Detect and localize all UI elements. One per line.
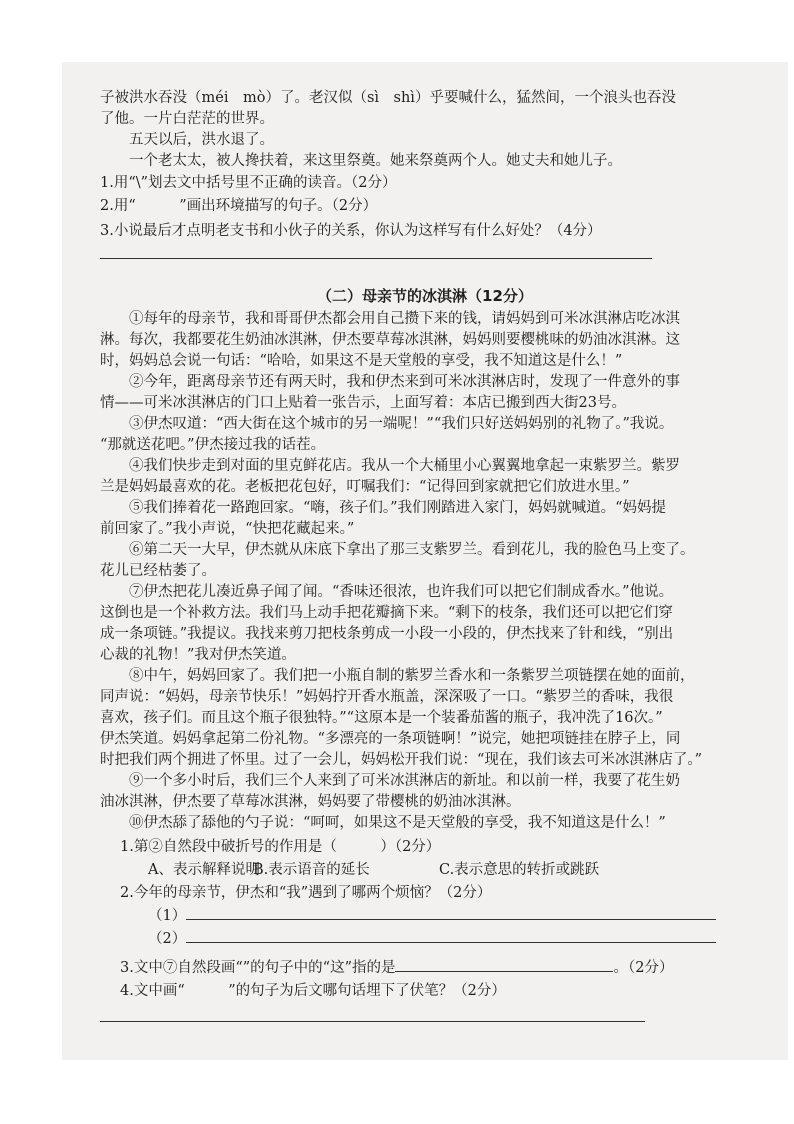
- option-a[interactable]: A、表示解释说明: [148, 862, 260, 878]
- passage-line: 淋。每次，我都要花生奶油冰淇淋，伊杰要草莓冰淇淋，妈妈则要樱桃味的奶油冰淇淋。这: [100, 332, 680, 348]
- passage-line: 这倒也是一个补救方法。我们马上动手把花瓣摘下来。“剩下的枝条，我们还可以把它们穿: [100, 605, 673, 621]
- passage-one: [100, 88, 750, 259]
- passage-line: 伊杰笑道。妈妈拿起第二份礼物。“多漂亮的一条项链啊！”说完，她把项链挂在脖子上，同: [100, 731, 681, 747]
- p2-question-1: 1.第②自然段中破折号的作用是（ ）（2分）: [120, 839, 441, 855]
- passage-line: 同声说：“妈妈，母亲节快乐！”妈妈拧开香水瓶盖，深深吸了一口。“紫罗兰的香味，我很: [100, 689, 674, 705]
- passage-line: “那就送花吧。”伊杰接过我的话茬。: [100, 437, 326, 453]
- blank-label: （2）: [148, 931, 187, 947]
- passage-line: 时，妈妈总会说一句话：“哈哈，如果这不是天堂般的享受，我不知道这是什么！”: [100, 353, 623, 369]
- p2-question-4: 4.文中画“ ”的句子为后文哪句话埋下了伏笔？（2分）: [120, 983, 506, 999]
- passage-line: 前回家了。”我小声说，“快把花藏起来。”: [100, 521, 355, 537]
- answer-blank[interactable]: [395, 971, 613, 972]
- answer-blank[interactable]: [186, 942, 716, 943]
- passage-line: ③伊杰叹道：“西大街在这个城市的另一端呢！”“我们只好送妈妈别的礼物了。”我说。: [129, 416, 674, 432]
- passage-line: ④我们快步走到对面的里克鲜花店。我从一个大桶里小心翼翼地拿起一束紫罗兰。紫罗: [129, 458, 680, 474]
- passage-line: 五天以后，洪水退了。: [129, 132, 274, 148]
- passage-line: ⑨一个多小时后，我们三个人来到了可米冰淇淋店的新址。和以前一样，我要了花生奶: [129, 773, 680, 789]
- passage-line: ⑥第二天一大早，伊杰就从床底下拿出了那三支紫罗兰。看到花儿，我的脸色马上变了。: [129, 542, 695, 558]
- answer-line[interactable]: [100, 1021, 645, 1022]
- q2-answer-2: [100, 928, 750, 951]
- p2-question-3: 3.文中⑦自然段画“”的句子中的“这”指的是 。（2分）: [120, 960, 674, 976]
- question-2: 2.用“ ”画出环境描写的句子。（2分）: [100, 198, 378, 214]
- passage-line: ⑤我们捧着花一路跑回家。“嗨，孩子们。”我们刚踏进入家门，妈妈就喊道。“妈妈提: [129, 500, 666, 516]
- passage-line: 花儿已经枯萎了。: [100, 563, 216, 579]
- passage-line: 了他。一片白茫茫的世界。: [100, 111, 274, 127]
- passage-line: ⑧中午，妈妈回家了。我们把一小瓶自制的紫罗兰香水和一条紫罗兰项链摆在她的面前，: [129, 668, 695, 684]
- option-b[interactable]: B.表示语音的延长: [253, 862, 370, 878]
- passage-line: 一个老太太，被人搀扶着，来这里祭奠。她来祭奠两个人。她丈夫和她儿子。: [129, 153, 622, 169]
- passage-line: 时把我们两个拥进了怀里。过了一会儿，妈妈松开我们说：“现在，我们该去可米冰淇淋店了。”: [100, 752, 703, 768]
- passage-line: ⑦伊杰把花儿凑近鼻子闻了闻。“香味还很浓，也许我们可以把它们制成香水。”他说。: [129, 584, 674, 600]
- passage-line: ⑩伊杰舔了舔他的勺子说：“呵呵，如果这不是天堂般的享受，我不知道这是什么！”: [129, 815, 666, 831]
- blank-label: （1）: [148, 908, 187, 924]
- passage-two: [100, 309, 750, 834]
- q2-answer-1: [100, 905, 750, 928]
- passage-line: ②今年，距离母亲节还有两天时，我和伊杰来到可米冰淇淋店时，发现了一件意外的事: [129, 374, 680, 390]
- passage-line: 心裁的礼物！”我对伊杰笑道。: [100, 647, 296, 663]
- question-3: 3.小说最后才点明老支书和小伙子的关系，你认为这样写有什么好处？（4分）: [100, 223, 602, 239]
- exam-content: [100, 88, 750, 1022]
- question-1: 1.用“\”划去文中括号里不正确的读音。（2分）: [100, 175, 397, 191]
- section-title: （二）母亲节的冰淇淋（12分）: [317, 287, 533, 305]
- passage-line: 成一条项链。”我提议。我找来剪刀把枝条剪成一小段一小段的，伊杰找来了针和线，“别出: [100, 626, 674, 642]
- q1-options: [100, 859, 750, 882]
- passage-line: ①每年的母亲节，我和哥哥伊杰都会用自己攒下来的钱，请妈妈到可米冰淇淋店吃冰淇: [129, 311, 680, 327]
- passage-line: 喜欢，孩子们。而且这个瓶子很独特。”“这原本是一个装番茄酱的瓶子，我冲洗了16次。”: [100, 710, 663, 726]
- passage-line: 子被洪水吞没（méi mò）了。老汉似（sì shì）乎要喊什么，猛然间，一个浪头也吞没: [100, 90, 676, 106]
- option-c[interactable]: C.表示意思的转折或跳跃: [439, 862, 600, 878]
- passage-line: 油冰淇淋，伊杰要了草莓冰淇淋，妈妈要了带樱桃的奶油冰淇淋。: [100, 794, 521, 810]
- p2-question-2: 2.今年的母亲节，伊杰和“我”遇到了哪两个烦恼？（2分）: [120, 885, 492, 901]
- passage-line: 兰是妈妈最喜欢的花。老板把花包好，叮嘱我们：“记得回到家就把它们放进水里。”: [100, 479, 630, 495]
- passage-line: 情——可米冰淇淋店的门口上贴着一张告示，上面写着：本店已搬到西大街23号。: [100, 395, 626, 411]
- answer-blank[interactable]: [186, 919, 716, 920]
